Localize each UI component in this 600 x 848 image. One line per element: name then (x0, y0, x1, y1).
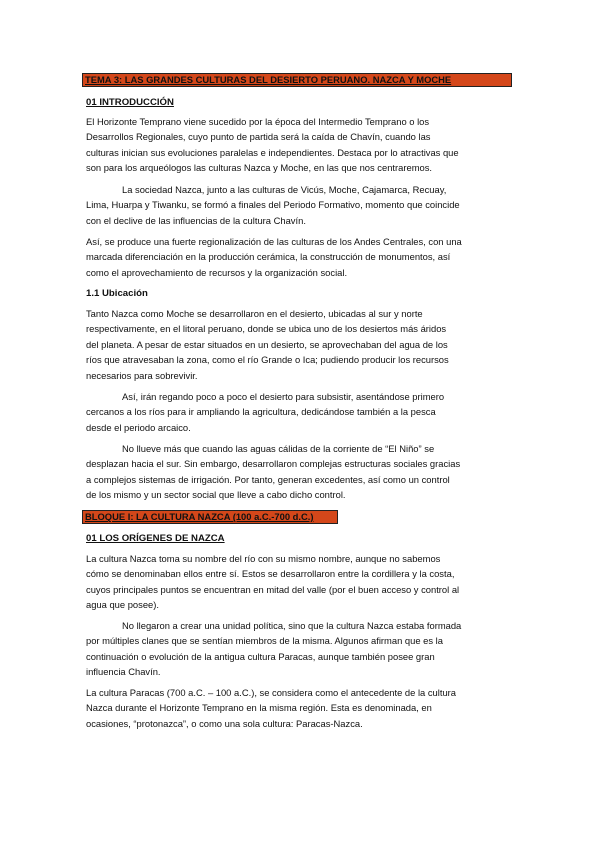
text-line: No llueve más que cuando las aguas cálidas de la corriente de “El Niño” se (122, 443, 435, 454)
text-line: La cultura Nazca toma su nombre del río con su mismo nombre, aunque no sabemos (86, 553, 441, 564)
text-line: necesarios para sobrevivir. (86, 369, 198, 381)
text-line: cómo se denominaban ellos entre sí. Estos se desarrollaron entre la cordillera y la costa, (86, 568, 455, 580)
paragraph-ubicacion-2 (86, 389, 516, 435)
text-line: Nazca durante el Horizonte Temprano en la misma región. Esta es denominada, en (86, 702, 432, 714)
paragraph-origenes-2 (86, 618, 516, 680)
text-line: de los mismo y un sector social que lleve a cabo dicho control. (86, 489, 346, 501)
heading-introduccion: 01 INTRODUCCIÓN (86, 97, 174, 108)
text-line: culturas inician sus evoluciones paralelas e independientes. Destaca por lo atractivas que (86, 146, 459, 158)
paragraph-intro-3 (86, 234, 516, 280)
paragraph-origenes-3 (86, 685, 516, 731)
text-line: Así, irán regando poco a poco el desierto para subsistir, asentándose primero (122, 391, 445, 402)
title-bar-text: TEMA 3: LAS GRANDES CULTURAS DEL DESIERTO PERUANO. NAZCA Y MOCHE (85, 74, 452, 85)
text-line: La cultura Paracas (700 a.C. – 100 a.C.), se considera como el antecedente de la cultura (86, 687, 457, 698)
block-bar (82, 510, 338, 524)
text-line: continuación o evolución de la antigua cultura Paracas, aunque también posee gran (86, 650, 435, 662)
text-line: agua que posee). (86, 599, 159, 611)
text-line: por múltiples clanes que se sentían miembros de la misma. Algunos afirman que es la (86, 635, 443, 647)
paragraph-intro-2 (86, 182, 516, 228)
text-line: La sociedad Nazca, junto a las culturas de Vicús, Moche, Cajamarca, Recuay, (122, 184, 447, 195)
text-line: desde el periodo arcaico. (86, 421, 191, 433)
heading-ubicacion: 1.1 Ubicación (86, 288, 148, 299)
text-line: son para los arqueólogos las culturas Nazca y Moche, en las que nos centraremos. (86, 162, 433, 174)
text-line: Desarrollos Regionales, cuyo punto de partida será la caída de Chavín, cuando las (86, 131, 431, 143)
text-line: del planeta. A pesar de estar situados en un desierto, se aprovechaban del agua de los (86, 338, 448, 350)
text-line: como el aprovechamiento de recursos y la organización social. (86, 266, 348, 278)
text-line: marcada diferenciación en la producción cerámica, la construcción de monumentos, así (86, 251, 451, 263)
text-line: Lima, Huarpa y Tiwanku, se formó a finales del Periodo Formativo, momento que coincide (86, 199, 460, 211)
text-line: El Horizonte Temprano viene sucedido por la época del Intermedio Temprano o los (86, 116, 430, 127)
paragraph-origenes-1 (86, 551, 516, 613)
paragraph-ubicacion-1 (86, 306, 516, 383)
block-bar-text: BLOQUE I: LA CULTURA NAZCA (100 a.C.-700 d.C.) (85, 511, 314, 522)
title-bar (82, 73, 512, 87)
text-line: cercanos a los ríos para ir ampliando la agricultura, dedicándose también a la pesca (86, 406, 436, 418)
heading-origenes: 01 LOS ORÍGENES DE NAZCA (86, 533, 225, 544)
text-line: influencia Chavín. (86, 666, 161, 678)
text-line: ríos que atravesaban la zona, como el río Grande o Ica; pudiendo producir los recursos (86, 354, 449, 366)
paragraph-intro-1 (86, 114, 516, 176)
text-line: a complejos sistemas de irrigación. Por tanto, generan excedentes, así como un control (86, 473, 450, 485)
text-line: respectivamente, en el litoral peruano, donde se ubica uno de los desiertos más áridos (86, 323, 447, 335)
text-line: cuyos principales puntos se encuentran en mitad del valle (por el buen acceso y control al (86, 583, 460, 595)
paragraph-ubicacion-3 (86, 441, 516, 503)
text-line: con el declive de las influencias de la cultura Chavín. (86, 214, 306, 226)
text-line: No llegaron a crear una unidad política, sino que la cultura Nazca estaba formada (122, 620, 462, 631)
text-line: Así, se produce una fuerte regionalización de las culturas de los Andes Centrales, con una (86, 236, 462, 247)
text-line: Tanto Nazca como Moche se desarrollaron en el desierto, ubicadas al sur y norte (86, 308, 423, 319)
text-line: desplazan hacia el sur. Sin embargo, desarrollaron complejas estructuras sociales gracias (86, 458, 461, 470)
text-line: ocasiones, “protonazca”, o como una sola cultura: Paracas-Nazca. (86, 717, 363, 729)
